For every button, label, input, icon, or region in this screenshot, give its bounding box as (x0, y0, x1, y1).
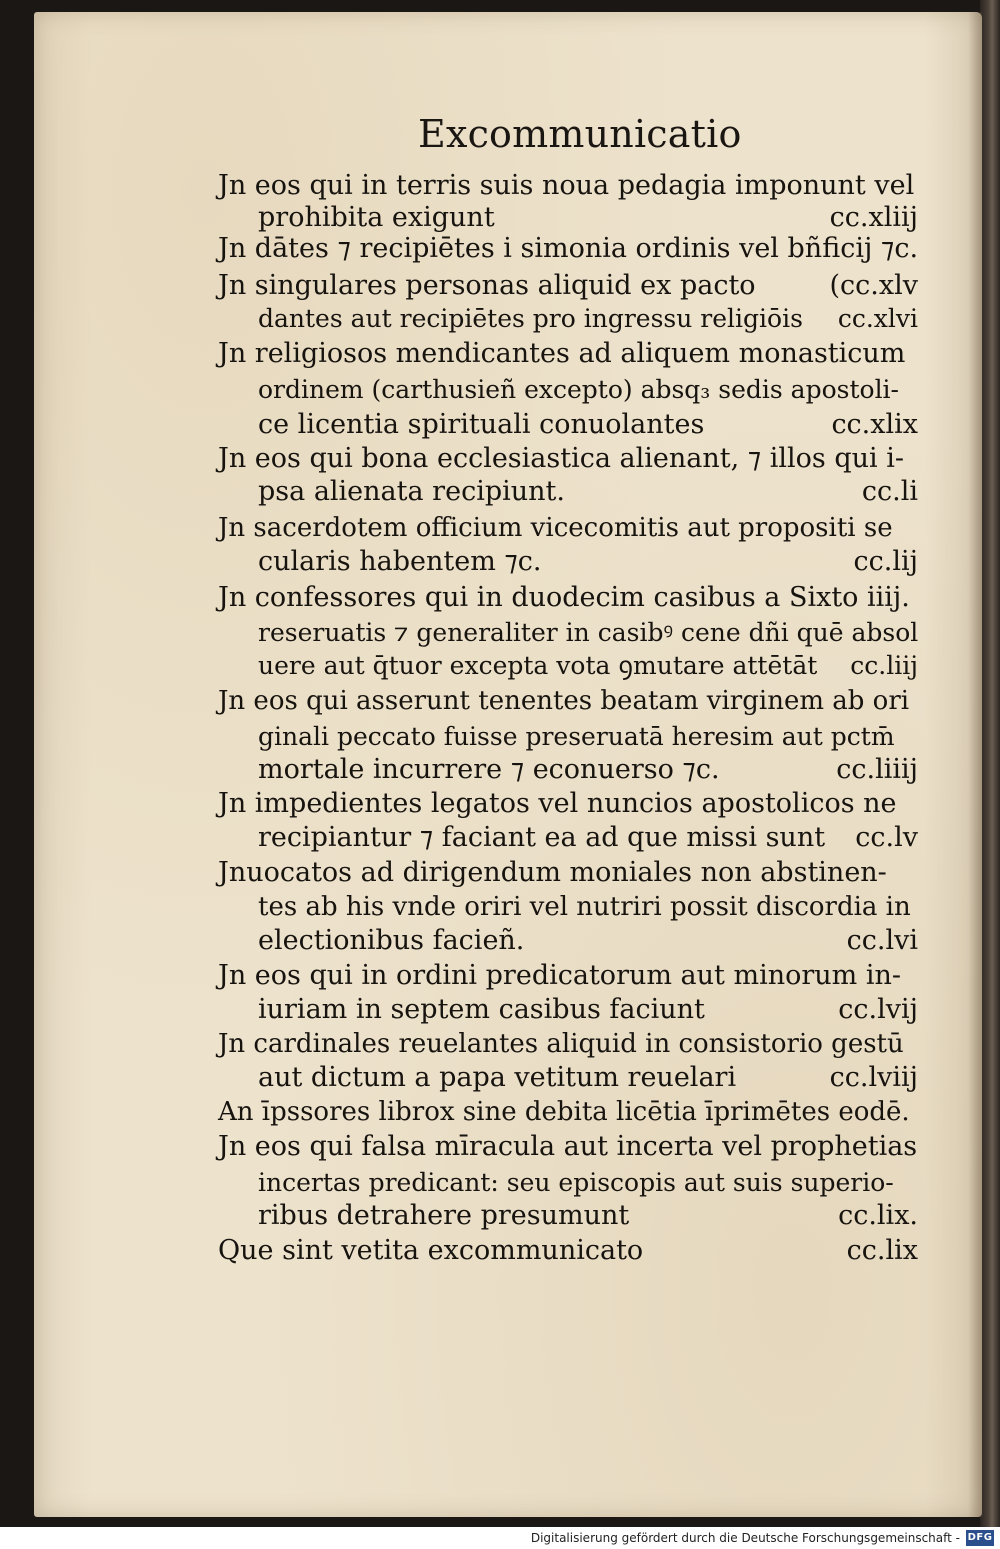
funding-credit: Digitalisierung gefördert durch die Deutsche Forschungsgemeinschaft - (530, 1531, 960, 1545)
line-text: electionibus facieñ. (258, 925, 525, 956)
line-text: mortale incurrere ⁊ econuerso ⁊c. (258, 754, 720, 785)
text-line (258, 1165, 918, 1201)
text-line (258, 719, 918, 755)
line-text: Jn singulares personas aliquid ex pacto (218, 270, 756, 301)
line-text: incertas predicant: seu episcopis aut suis superio- (258, 1168, 894, 1197)
running-head: Excommunicatio (418, 112, 742, 156)
text-line (218, 441, 918, 477)
folio-reference: cc.lvij (838, 994, 918, 1025)
folio-reference: cc.lvi (846, 925, 918, 956)
text-line (218, 958, 918, 994)
folio-reference: cc.lix. (838, 1200, 918, 1231)
text-line (258, 372, 918, 408)
folio-reference: (cc.xlv (829, 270, 918, 301)
folio-reference: cc.lij (853, 546, 918, 577)
text-line (258, 544, 918, 580)
folio-reference: cc.xliij (829, 202, 918, 233)
text-line (218, 168, 918, 204)
text-line (218, 510, 918, 546)
line-text: Jn eos qui bona ecclesiastica alienant, ⁊ illos qui i- (218, 443, 905, 474)
text-line (218, 1129, 918, 1165)
line-text: Que sint vetita excommunicato (218, 1235, 644, 1266)
line-text: Jn religiosos mendicantes ad aliquem monasticum (218, 338, 906, 369)
text-line (218, 786, 918, 822)
line-text: recipiantur ⁊ faciant ea ad que missi sunt (258, 822, 826, 853)
text-line (258, 1198, 918, 1234)
text-line (258, 407, 918, 443)
line-text: ribus detrahere presumunt (258, 1200, 630, 1231)
line-text: psa alienata recipiunt. (258, 476, 565, 507)
text-line (218, 1233, 918, 1269)
line-text: dantes aut recipiētes pro ingressu religiōis (258, 304, 803, 333)
text-line (258, 301, 918, 337)
text-line (258, 889, 918, 925)
text-line (218, 268, 918, 304)
text-line (218, 683, 918, 719)
text-line (258, 992, 918, 1028)
book-edge (980, 0, 1000, 1527)
line-text: ginali peccato fuisse preseruatā heresim aut pctm̄ (258, 722, 895, 751)
line-text: Jn eos qui asserunt tenentes beatam virginem ab ori (218, 686, 910, 716)
line-text: iuriam in septem casibus faciunt (258, 994, 705, 1025)
line-text: Jn eos qui falsa mīracula aut incerta vel prophetias (218, 1131, 918, 1162)
line-text: prohibita exigunt (258, 202, 495, 233)
line-text: uere aut q̄tuor excepta vota ꝯmutare attētāt (258, 651, 818, 680)
text-line (258, 923, 918, 959)
text-line (218, 1094, 918, 1130)
folio-reference: cc.xlix (831, 409, 918, 440)
text-line (218, 855, 918, 891)
text-line (218, 1026, 918, 1062)
page-gutter-shadow (968, 12, 982, 1517)
line-text: Jn eos qui in ordini predicatorum aut minorum in- (218, 960, 901, 991)
text-line (258, 474, 918, 510)
line-text: tes ab his vnde oriri vel nutriri possit discordia in (258, 892, 911, 922)
text-line (258, 615, 918, 651)
folio-reference: cc.liiij (836, 754, 918, 785)
digitization-footer (0, 1527, 1000, 1549)
text-line (218, 231, 918, 267)
folio-reference: cc.liij (850, 651, 918, 680)
line-text: Jn confessores qui in duodecim casibus a Sixto iiij. (218, 582, 910, 613)
dfg-logo: DFG (966, 1530, 994, 1546)
line-text: ordinem (carthusieñ excepto) absq₃ sedis apostoli- (258, 375, 900, 404)
text-line (218, 580, 918, 616)
folio-reference: cc.xlvi (837, 304, 918, 333)
folio-reference: cc.li (861, 476, 918, 507)
line-text: aut dictum a papa vetitum reuelari (258, 1062, 737, 1093)
text-line (258, 752, 918, 788)
line-text: reseruatis ⁊ generaliter in casibꝰ cene dñi quē absol (258, 618, 919, 647)
line-text: Jn cardinales reuelantes aliquid in consistorio gestū (218, 1029, 904, 1059)
line-text: ce licentia spirituali conuolantes (258, 409, 705, 440)
text-line (258, 820, 918, 856)
text-line (218, 336, 918, 372)
line-text: An īpssores librox sine debita licētia īprimētes eodē. (218, 1097, 910, 1127)
line-text: cularis habentem ⁊c. (258, 546, 542, 577)
folio-reference: cc.lviij (829, 1062, 918, 1093)
line-text: Jnuocatos ad dirigendum moniales non abstinen- (218, 857, 887, 888)
line-text: Jn dātes ⁊ recipiētes i simonia ordinis vel bñficij ⁊c. (218, 233, 919, 264)
line-text: Jn eos qui in terris suis noua pedagia imponunt vel (218, 170, 915, 201)
line-text: Jn impedientes legatos vel nuncios apostolicos ne (218, 788, 897, 819)
line-text: Jn sacerdotem officium vicecomitis aut propositi se (218, 513, 893, 543)
folio-reference: cc.lix (846, 1235, 918, 1266)
folio-reference: cc.lv (855, 822, 918, 853)
text-line (258, 1060, 918, 1096)
text-line (258, 648, 918, 684)
